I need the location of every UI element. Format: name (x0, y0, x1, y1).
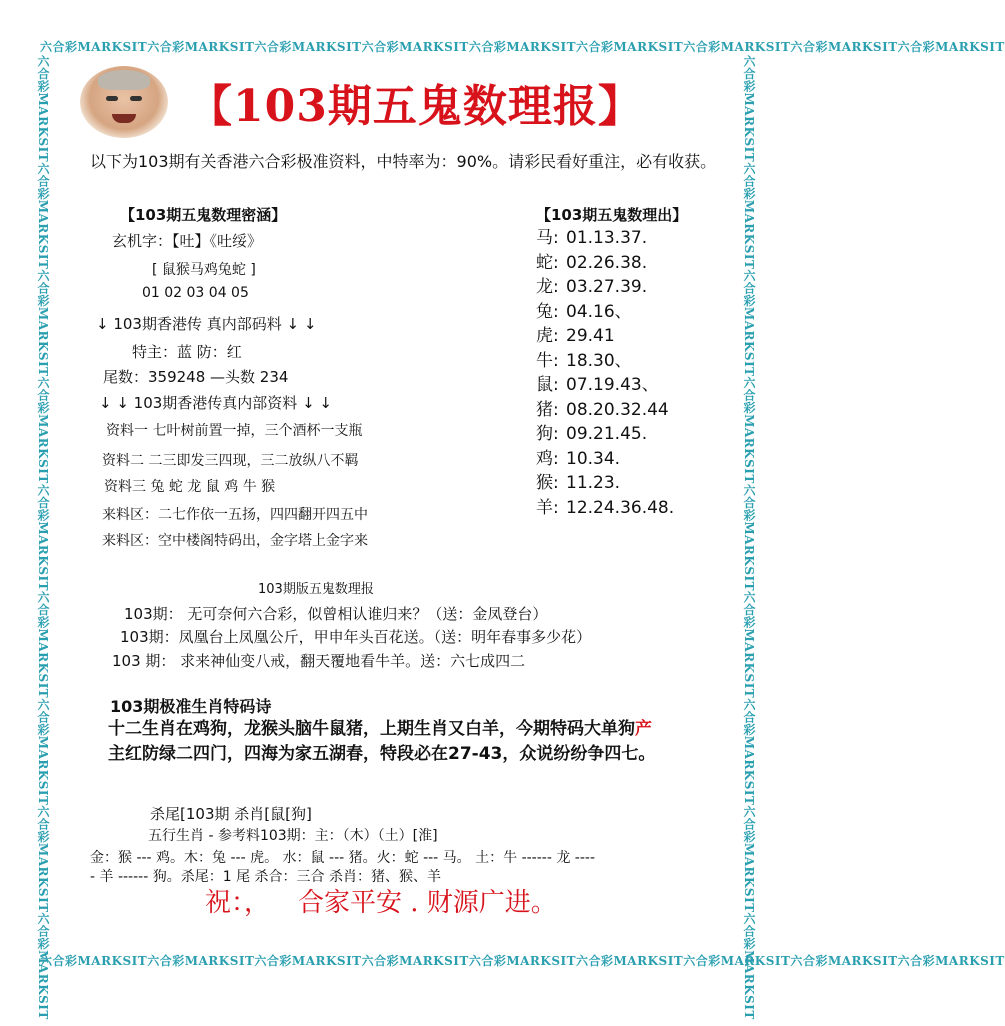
tezhu-line: 特主：蓝 防：红 (132, 343, 242, 361)
list-item: 羊: 12.24.36.48. (536, 497, 675, 518)
border-strip-left: 六合彩MARKSIT六合彩MARKSIT六合彩MARKSIT六合彩MARKSIT六合彩MARKSIT六合彩MARKSIT六合彩MARKSIT六合彩MARKSIT六合彩MARKSIT (36, 55, 50, 1020)
ziliao-1: 资料一 七叶树前置一掉，三个酒杯一支瓶 (106, 423, 363, 439)
numbers-line: 01 02 03 04 05 (142, 285, 249, 301)
left-section-heading: 【103期五鬼数理密涵】 (120, 206, 287, 224)
poem-title: 103期极准生肖特码诗 (110, 697, 272, 716)
right-section-heading: 【103期五鬼数理出】 (536, 206, 688, 224)
hk-heading-2: ↓ ↓ 103期香港传真内部资料 ↓ ↓ (99, 394, 332, 412)
middle-subtitle: 103期版五鬼数理报 (258, 582, 374, 597)
wuxing-line: 五行生肖 - 参考料103期：主：（木）（土）[淮] (148, 828, 438, 844)
hk-heading-1: ↓ 103期香港传 真内部码料 ↓ ↓ (96, 315, 317, 333)
zodiac-number-list (536, 226, 674, 520)
animals-line: [ 鼠猴马鸡兔蛇 ] (152, 262, 256, 278)
elements-line-1: 金：猴 --- 鸡。木：兔 --- 虎。 水：鼠 --- 猪。火：蛇 --- 马。 土：牛 ------ 龙 ---- (90, 850, 595, 866)
sha-line: 杀尾[103期 杀肖[鼠[狗] (150, 805, 312, 823)
poem-line-1-tail: 产 (635, 719, 652, 739)
portrait-avatar (80, 66, 168, 138)
border-strip-right: 六合彩MARKSIT六合彩MARKSIT六合彩MARKSIT六合彩MARKSIT六合彩MARKSIT六合彩MARKSIT六合彩MARKSIT六合彩MARKSIT六合彩MARKSIT (742, 55, 756, 1020)
elements-line-2: - 羊 ------ 狗。杀尾：1 尾 杀合：三合 杀肖：猪、猴、羊 (90, 869, 441, 885)
page-title: 【103期五鬼数理报】 (188, 81, 643, 132)
list-item: 猴: 11.23. (536, 473, 621, 493)
list-item: 蛇: 02.26.38. (536, 252, 648, 273)
xuanji-line: 玄机字：【吐】《吐绥》 (112, 232, 263, 250)
laiqu-1: 来料区：二七作依一五扬，四四翻开四五中 (102, 507, 368, 523)
poem-line-2: 主红防绿二四门，四海为家五湖春，特段必在27-43，众说纷纷争四七。 (108, 744, 656, 764)
laiqu-2: 来料区：空中楼阁特码出，金字塔上金字来 (102, 533, 368, 549)
border-strip-top: 六合彩MARKSIT六合彩MARKSIT六合彩MARKSIT六合彩MARKSIT六合彩MARKSIT六合彩MARKSIT六合彩MARKSIT六合彩MARKSIT六合彩MARKSIT (40, 40, 1005, 54)
list-item: 虎: 29.41 (536, 326, 615, 346)
ziliao-2: 资料二 二三即发三四现，三二放纵八不羁 (102, 453, 359, 469)
blessing-line: 祝：， 合家平安 . 财源广进。 (205, 888, 557, 918)
middle-line-1: 103期： 无可奈何六合彩，似曾相认谁归来？（送：金凤登台） (124, 605, 548, 623)
ziliao-3: 资料三 兔 蛇 龙 鼠 鸡 牛 猴 (104, 479, 276, 495)
list-item: 狗: 09.21.45. (536, 424, 648, 444)
weishu-line: 尾数：359248 —头数 234 (103, 368, 289, 386)
list-item: 牛: 18.30、 (536, 350, 632, 371)
border-strip-bottom: 六合彩MARKSIT六合彩MARKSIT六合彩MARKSIT六合彩MARKSIT六合彩MARKSIT六合彩MARKSIT六合彩MARKSIT六合彩MARKSIT六合彩MARKSIT (40, 954, 1005, 968)
middle-line-2: 103期：凤凰台上凤凰公斤，甲申年头百花送。（送：明年春事多少花） (120, 628, 592, 646)
list-item: 鸡: 10.34. (536, 448, 621, 469)
list-item: 马: 01.13.37. (536, 228, 648, 248)
middle-line-3: 103 期： 求来神仙变八戒，翻天覆地看牛羊。送：六七成四二 (112, 652, 526, 670)
list-item: 龙: 03.27.39. (536, 277, 648, 297)
list-item: 鼠: 07.19.43、 (536, 375, 659, 395)
intro-text: 以下为103期有关香港六合彩极准资料，中特率为：90%。请彩民看好重注，必有收获。 (90, 152, 717, 171)
poem-line-1: 十二生肖在鸡狗，龙猴头脑牛鼠猪，上期生肖又白羊，今期特码大单狗产 (108, 719, 652, 739)
list-item: 猪: 08.20.32.44 (536, 399, 669, 420)
list-item: 兔: 04.16、 (536, 301, 632, 322)
